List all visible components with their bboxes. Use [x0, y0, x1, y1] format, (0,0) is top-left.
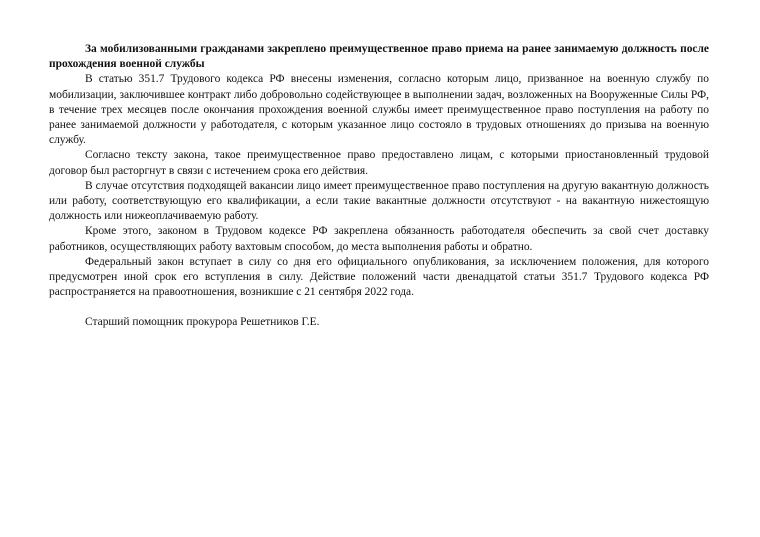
- paragraph-entry-into-force: Федеральный закон вступает в силу со дня его официального опубликования, за исключением положения, для которого предусмотрен иной срок его вступления в силу. Действие положений части двенадцатой статьи 351.7 Трудового кодекса РФ распространяется на правоотношения, возникшие с 21 сентября 2022 года.: [49, 255, 709, 299]
- signature-line: Старший помощник прокурора Решетников Г.Е.: [85, 316, 320, 329]
- paragraph-rotation-delivery: Кроме этого, законом в Трудовом кодексе РФ закреплена обязанность работодателя обеспечить за свой счет доставку работников, осуществляющих работу вахтовым способом, до места выполнения работы и обратно.: [49, 225, 709, 253]
- paragraph-no-vacancy: В случае отсутствия подходящей вакансии лицо имеет преимущественное право поступления на другую вакантную должность или работу, соответствующую его квалификации, а если такие вакантные должности отсутствуют - на вакантную нижестоящую должность или нижеоплачиваемую работу.: [49, 179, 709, 223]
- document-title: За мобилизованными гражданами закреплено преимущественное право приема на ранее занимаемую должность после прохождения военной службы: [49, 43, 709, 71]
- document-body: [49, 42, 709, 331]
- paragraph-terminated-contract: Согласно тексту закона, такое преимущественное право предоставлено лицам, с которыми приостановленный трудовой договор был расторгнут в связи с истечением срока его действия.: [49, 149, 709, 177]
- paragraph-article-amendment: В статью 351.7 Трудового кодекса РФ внесены изменения, согласно которым лицо, призванное на военную службу по мобилизации, заключившее контракт либо добровольно содействующее в выполнении задач, возложенных на Вооруженные Силы РФ, в течение трех месяцев после окончания прохождения военной службы имеет преимущественное право поступления на работу по ранее занимаемой должности у работодателя, с которым указанное лицо состояло в трудовых отношениях до призыва на военную службу.: [49, 73, 709, 147]
